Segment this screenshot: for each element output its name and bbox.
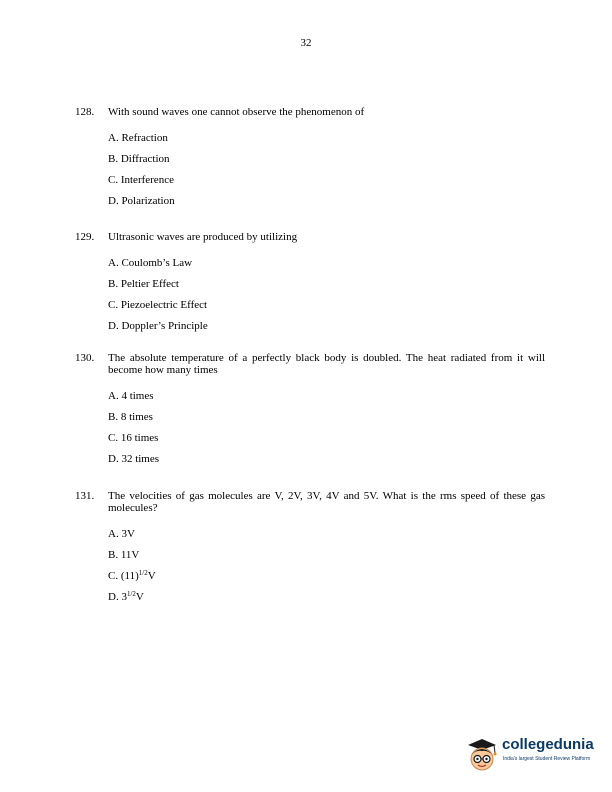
question-text: With sound waves one cannot observe the phenomenon of <box>108 106 365 118</box>
question-130 <box>75 352 545 470</box>
option-d: D. Doppler’s Principle <box>108 320 208 332</box>
options-list <box>108 253 545 337</box>
option-c-base: C. (11) <box>108 570 139 582</box>
option-c: C. Piezoelectric Effect <box>108 299 208 311</box>
option-d-exponent: 1/2 <box>126 590 136 598</box>
option-c: C. Interference <box>108 174 174 186</box>
option-c-unit: V <box>147 570 156 582</box>
question-131 <box>75 490 545 608</box>
option-c <box>108 566 545 587</box>
option-a: A. 3V <box>108 528 135 540</box>
page-number: 32 <box>300 37 312 49</box>
option-d-base: D. 3 <box>108 591 127 603</box>
option-c-exponent: 1/2 <box>138 569 148 577</box>
options-list <box>108 524 545 608</box>
option-a: A. 4 times <box>108 390 154 402</box>
question-129 <box>75 231 545 337</box>
option-b: B. Peltier Effect <box>108 278 179 290</box>
option-d <box>108 587 545 608</box>
question-text: The absolute temperature of a perfectly black body is doubled. The heat radiated from it will become how many times <box>108 352 545 376</box>
question-text: Ultrasonic waves are produced by utilizing <box>108 231 298 243</box>
mascot-icon <box>464 736 500 776</box>
option-c: C. 16 times <box>108 432 159 444</box>
question-number: 128. <box>75 106 95 118</box>
options-list <box>108 386 545 470</box>
option-d-unit: V <box>135 591 144 603</box>
question-text: The velocities of gas molecules are V, 2V, 3V, 4V and 5V. What is the rms speed of these gas molecules? <box>108 490 545 514</box>
question-number: 130. <box>75 352 95 364</box>
question-number: 129. <box>75 231 95 243</box>
option-a: A. Coulomb’s Law <box>108 257 193 269</box>
option-d: D. Polarization <box>108 195 175 207</box>
collegedunia-logo <box>464 736 604 780</box>
option-d: D. 32 times <box>108 453 160 465</box>
option-b: B. 11V <box>108 549 140 561</box>
options-list <box>108 128 545 212</box>
question-number: 131. <box>75 490 95 502</box>
logo-name: collegedunia <box>502 736 594 753</box>
question-128 <box>75 106 545 212</box>
option-b: B. 8 times <box>108 411 153 423</box>
option-a: A. Refraction <box>108 132 168 144</box>
logo-tagline: India's largest Student Review Platform <box>503 756 591 762</box>
option-b: B. Diffraction <box>108 153 170 165</box>
